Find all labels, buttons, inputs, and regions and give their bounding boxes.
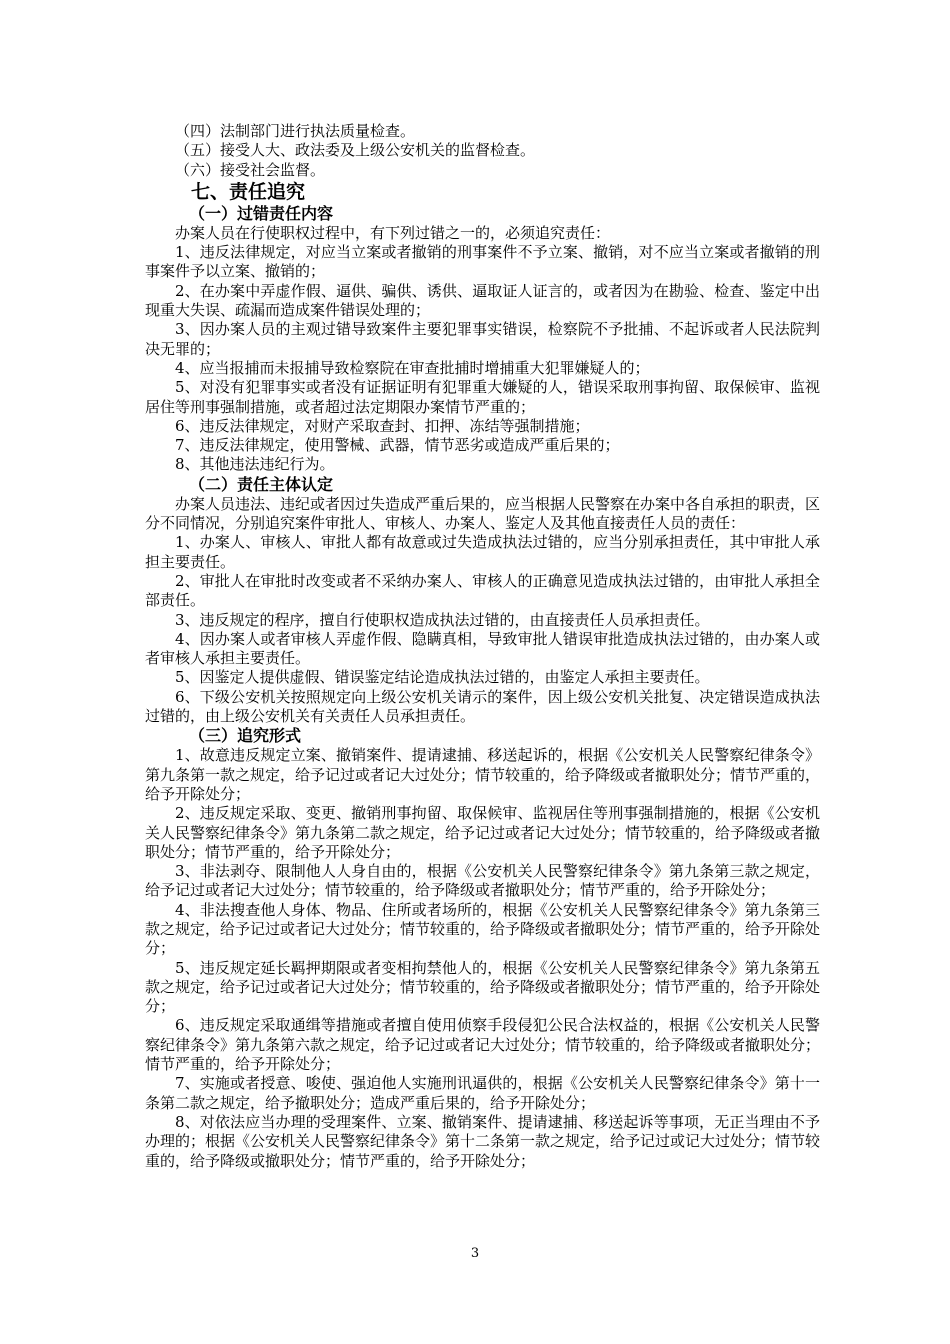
paragraph: （六）接受社会监督。 — [175, 160, 326, 179]
paragraph: 3、因办案人员的主观过错导致案件主要犯罪事实错误，检察院不予批捕、不起诉或者人民法院判决无罪的； — [145, 320, 820, 358]
paragraph: 办案人员在行使职权过程中，有下列过错之一的，必须追究责任： — [175, 223, 611, 242]
section-heading: 七、责任追究 — [191, 180, 306, 203]
page-number: 3 — [470, 1246, 480, 1261]
paragraph: 4、非法搜查他人身体、物品、住所或者场所的，根据《公安机关人民警察纪律条令》第九条第三款之规定，给予记过或者记大过处分；情节较重的，给予降级或者撤职处分；情节严重的，给予开除处分； — [145, 900, 821, 958]
paragraph: 1、违反法律规定，对应当立案或者撤销的刑事案件不予立案、撤销，对不应当立案或者撤销的刑事案件予以立案、撤销的； — [145, 243, 820, 281]
paragraph: 5、对没有犯罪事实或者没有证据证明有犯罪重大嫌疑的人，错误采取刑事拘留、取保候审、监视居住等刑事强制措施，或者超过法定期限办案情节严重的； — [145, 378, 820, 416]
paragraph: 1、故意违反规定立案、撤销案件、提请逮捕、移送起诉的，根据《公安机关人民警察纪律条令》第九条第一款之规定，给予记过或者记大过处分；情节较重的，给予降级或者撤职处分；情节严重的，给予开除处分； — [145, 746, 821, 803]
paragraph: （四）法制部门进行执法质量检查。 — [175, 122, 416, 140]
paragraph: 2、审批人在审批时改变或者不采纳办案人、审核人的正确意见造成执法过错的，由审批人承担全部责任。 — [145, 571, 820, 610]
paragraph: 1、办案人、审核人、审批人都有故意或过失造成执法过错的，应当分别承担责任，其中审批人承担主要责任。 — [145, 533, 820, 571]
document-body — [145, 122, 820, 1171]
paragraph: 2、违反规定采取、变更、撤销刑事拘留、取保候审、监视居住等刑事强制措施的，根据《公安机关人民警察纪律条令》第九条第二款之规定，给予记过或者记大过处分；情节较重的，给予降级或者撤职处分；情节严重的，给予开除处分； — [145, 804, 821, 861]
paragraph: 8、对依法应当办理的受理案件、立案、撤销案件、提请逮捕、移送起诉等事项，无正当理由不予办理的；根据《公安机关人民警察纪律条令》第十二条第一款之规定，给予记过或记大过处分；情节较重的，给予降级或撤职处分；情节严重的，给予开除处分； — [145, 1112, 821, 1170]
subsection-heading: （一）过错责任内容 — [189, 203, 334, 223]
paragraph: 6、下级公安机关按照规定向上级公安机关请示的案件，因上级公安机关批复、决定错误造成执法过错的，由上级公安机关有关责任人员承担责任。 — [145, 687, 820, 726]
paragraph: 7、实施或者授意、唆使、强迫他人实施刑讯逼供的，根据《公安机关人民警察纪律条令》第十一条第二款之规定，给予撤职处分；造成严重后果的，给予开除处分； — [145, 1074, 820, 1112]
paragraph: 2、在办案中弄虚作假、逼供、骗供、诱供、逼取证人证言的，或者因为在勘验、检查、鉴定中出现重大失误、疏漏而造成案件错误处理的； — [145, 281, 820, 320]
paragraph: 6、违反规定采取通缉等措施或者擅自使用侦察手段侵犯公民合法权益的，根据《公安机关人民警察纪律条令》第九条第六款之规定，给予记过或者记大过处分；情节较重的，给予降级或者撤职处分；情节严重的，给予开除处分； — [145, 1016, 821, 1074]
paragraph: 3、违反规定的程序，擅自行使职权造成执法过错的，由直接责任人员承担责任。 — [175, 610, 710, 629]
paragraph: 8、其他违法违纪行为。 — [175, 455, 335, 474]
paragraph: 4、因办案人或者审核人弄虚作假、隐瞒真相，导致审批人错误审批造成执法过错的，由办案人或者审核人承担主要责任。 — [145, 629, 820, 668]
paragraph: 5、违反规定延长羁押期限或者变相拘禁他人的，根据《公安机关人民警察纪律条令》第九条第五款之规定，给予记过或者记大过处分；情节较重的，给予降级或者撤职处分；情节严重的，给予开除处分； — [145, 958, 821, 1016]
paragraph: 5、因鉴定人提供虚假、错误鉴定结论造成执法过错的，由鉴定人承担主要责任。 — [175, 668, 710, 687]
paragraph: 3、非法剥夺、限制他人人身自由的，根据《公安机关人民警察纪律条令》第九条第三款之规定，给予记过或者记大过处分；情节较重的，给予降级或者撤职处分；情节严重的，给予开除处分； — [145, 862, 820, 900]
paragraph: 4、应当报捕而未报捕导致检察院在审查批捕时增捕重大犯罪嫌疑人的； — [175, 358, 650, 377]
paragraph: 7、违反法律规定，使用警械、武器，情节恶劣或造成严重后果的； — [175, 436, 620, 455]
subsection-heading: （三）追究形式 — [189, 726, 302, 746]
paragraph: 6、违反法律规定，对财产采取查封、扣押、冻结等强制措施； — [175, 416, 590, 435]
subsection-heading: （二）责任主体认定 — [189, 474, 334, 494]
paragraph: （五）接受人大、政法委及上级公安机关的监督检查。 — [175, 141, 536, 160]
paragraph: 办案人员违法、违纪或者因过失造成严重后果的，应当根据人民警察在办案中各自承担的职责，区分不同情况，分别追究案件审批人、审核人、办案人、鉴定人及其他直接责任人员的责任： — [145, 494, 821, 533]
